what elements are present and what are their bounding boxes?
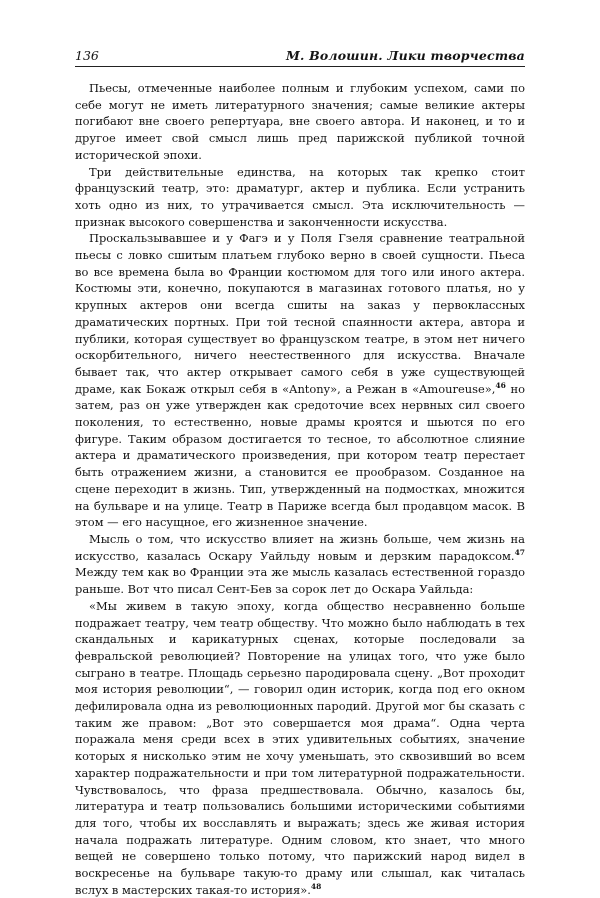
paragraph-text-continued: Между тем как во Франции эта же мысль казалась естественной гораздо раньше. Вот что писал Сент-Бев за сорок лет до Оскара Уайльда: (75, 565, 525, 597)
paragraph-3 (75, 230, 525, 531)
paragraph-text: «Мы живем в такую эпоху, когда общество несравненно больше подражает театру, чем театр обществу. Что можно было наблюдать в тех скандальных и карикатурных сценах, которые последовали за февральской революцией? Повторение на улицах того, что уже было сыграно в театре. Площадь серьезно пародировала сцену. „Вот проходит моя история революции“, — говорил один историк, когда под его окном дефилировала одна из революционных пародий. Другой мог бы сказать с таким же правом: „Вот это совершается моя драма“. Одна черта поражала меня среди всех в этих удивительных событиях, значение которых я нисколько этим не хочу уменьшать, это сквозивший во всем характер подражательности и при том литературной подражательности. Чувствовалось, что фраза предшествовала. Обычно, казалось бы, литература и театр пользовались большими историческими событиями для того, чтобы их восславлять и выражать; здесь же живая история начала подражать литературе. Одним словом, кто знает, что много вещей не совершено только потому, что парижский народ видел в воскресенье на бульваре такую-то драму или слышал, как читалась вслух в мастерских такая-то история». (75, 598, 525, 897)
running-title: М. Волошин. Лики творчества (285, 48, 525, 63)
book-page (75, 44, 525, 898)
paragraph-1 (75, 80, 525, 164)
footnote-marker: 48 (310, 881, 322, 891)
paragraph-text: Три действительные единства, на которых так крепко стоит французский театр, это: драматург, актер и публика. Если устранить хоть одно из них, то утрачивается смысл. Эта исключительность — признак высокого совершенства и законченности искусства. (75, 164, 525, 229)
paragraph-text: Пьесы, отмеченные наиболее полным и глубоким успехом, сами по себе могут не иметь литературного значения; самые великие актеры погибают вне своего репертуара, вне своего автора. И наконец, и то и другое имеет свой смысл лишь пред парижской публикой точной исторической эпохи. (75, 81, 525, 162)
paragraph-text: Проскальзывавшее и у Фагэ и у Поля Гзеля сравнение театральной пьесы с ловко сшитым платьем глубоко верно в своей сущности. Пьеса во все времена была во Франции костюмом для того или иного актера. Костюмы эти, конечно, покупаются в магазинах готового платья, но у крупных актеров они всегда сшиты на заказ у первоклассных драматических портных. При той тесной спаянности актера, автора и публики, которая существует во французском театре, в этом нет ничего оскорбительного, ничего неестественного для искусства. Вначале бывает так, что актер открывает самого себя в уже существующей драме, как Бокаж открыл себя в «Antony», а Режан в «Amoureuse», (75, 231, 525, 396)
paragraph-2 (75, 164, 525, 231)
footnote-marker: 46 (495, 380, 506, 390)
body-text (75, 80, 525, 898)
paragraph-4 (75, 531, 525, 598)
page-number: 136 (75, 48, 99, 63)
running-header (75, 44, 525, 67)
paragraph-5-quote (75, 598, 525, 898)
paragraph-text: Мысль о том, что искусство влияет на жизнь больше, чем жизнь на искусство, казалась Оскару Уайльду новым и дерзким парадоксом. (75, 531, 525, 563)
footnote-marker: 47 (514, 547, 525, 557)
paragraph-text-continued: но затем, раз он уже утвержден как средоточие всех нервных сил своего поколения, то естественно, новые драмы кроятся и шьются по его фигуре. Таким образом достигается то тесное, то абсолютное слияние актера и драматического произведения, при котором театр перестает быть отражением жизни, а становится ее прообразом. Созданное на сцене переходит в жизнь. Тип, утвержденный на подмостках, множится на бульваре и на улице. Театр в Париже всегда был продавцом масок. В этом — его насущное, его жизненное значение. (75, 381, 525, 530)
